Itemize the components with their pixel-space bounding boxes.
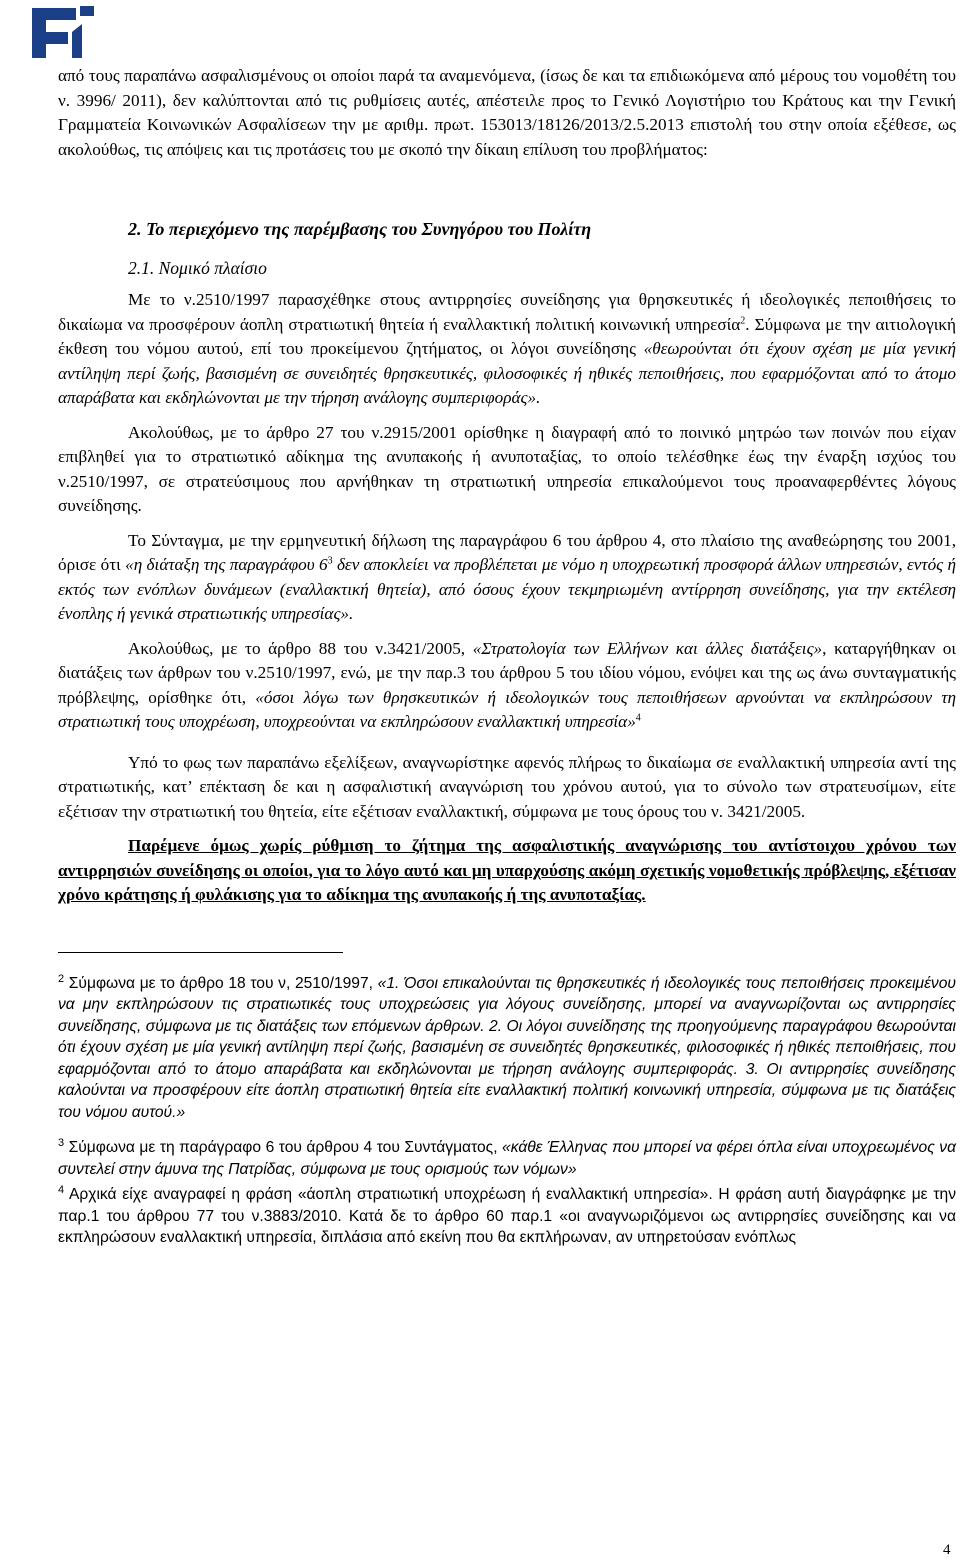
intro-paragraph: από τους παραπάνω ασφαλισμένους οι οποίοι παρά τα αναμενόμενα, (ίσως δε και τα επιδιωκόμενα από μέρους του νομοθέτη του ν. 3996/ 2011), δεν καλύπτονται από τις ρυθμίσεις αυτές, απέστειλε προς το Γενικό Λογιστήριο του Κράτους και την Γενική Γραμματεία Κοινωνικών Ασφαλίσεων την με αριθμ. πρωτ. 153013/18126/2013/2.5.2013 επιστολή του στην οποία εξέθεσε, ως ακολούθως, τις απόψεις και τις προτάσεις του με σκοπό την δίκαιη επίλυση του προβλήματος: xyxy=(58,66,956,159)
footnote-2: $^2$ Σύμφωνα με το άρθρο 18 του ν, 2510/1997, «1. Όσοι επικαλούνται τις θρησκευτικές ή ιδεολογικές τους πεποιθήσεις προκειμένου να μην εκπληρώσουν τις στρατιωτικές τους υποχρεώσεις για λόγους συνείδησης, μπορεί να αναγνωρίζονται ως αντιρρησίες συνείδησης, σύμφωνα με τις διατάξεις των επόμενων άρθρων. 2. Οι λόγοι συνείδησης της προηγούμενης παραγράφου θεωρούνται ότι έχουν σχέση με μία γενική αντίληψη περί ζωής, βασισμένη σε συνειδητές θρησκευτικές, φιλοσοφικές ή ηθικές πεποιθήσεις, που εφαρμόζονται από το άτομο απαράβατα και εκδηλώνονται με τήρηση ανάλογης συμπεριφοράς. 3. Οι αντιρρησίες συνείδησης καλούνται να προσφέρουν είτε άοπλη στρατιωτική θητεία είτε εναλλακτική πολιτική κοινωνική υπηρεσία, σύμφωνα με τις διατάξεις του νόμου αυτού.» xyxy=(58,972,956,1121)
footnote-ref[interactable]: 4 xyxy=(635,712,641,724)
subsection-heading: 2.1. Νομικό πλαίσιο xyxy=(128,258,267,278)
footnote-4: $^4$ Αρχικά είχε αναγραφεί η φράση «άοπλη στρατιωτική υποχρέωση ή εναλλακτική υπηρεσία». Η φράση αυτή διαγράφηκε με την παρ.1 του άρθρου 77 του ν.3883/2010. Κατά δε το άρθρο 60 παρ.1 «οι αναγνωριζόμενοι ως αντιρρησίες συνείδησης και να εκπληρώσουν εναλλακτική υπηρεσία, διπλάσια από εκείνη που θα εκπλήρωναν, αν υπηρετούσαν ενόπλως xyxy=(58,1183,956,1246)
paragraph-law-2915: Ακολούθως, με το άρθρο 27 του ν.2915/2001 ορίσθηκε η διαγραφή από το ποινικό μητρώο των ποινών που είχαν επιβληθεί για το στρατιωτικό αδίκημα της ανυπακοής ή ανυποταξίας, το οποίο τελέσθηκε έως την έναρξη ισχύος του ν.2510/1997, σε στρατεύσιμους που αρνήθηκαν τη στρατιωτική υπηρεσία επικαλούμενοι τους προαναφερθέντες λόγους συνείδησης. xyxy=(58,422,956,515)
paragraph-law-3421: Ακολούθως, με το άρθρο 88 του ν.3421/2005, «Στρατολογία των Ελλήνων και άλλες διατάξεις», καταργήθηκαν οι διατάξεις των άρθρων του ν.2510/1997, ενώ, με την παρ.3 του άρθρου 5 του ιδίου νόμου, ενόψει και της ως άνω συνταγματικής πρόβλεψης, ορίσθηκε ότι, «όσοι λόγω των θρησκευτικών ή ιδεολογικών τους πεποιθήσεων αρνούνται να εκπληρώσουν τη στρατιωτική τους υποχρέωση, υποχρεούνται να εκπληρώσουν εναλλακτική υπηρεσία»$^4$ xyxy=(58,638,956,731)
paragraph-recognition: Υπό το φως των παραπάνω εξελίξεων, αναγνωρίστηκε αφενός πλήρως το δικαίωμα σε εναλλακτική υπηρεσία αντί της στρατιωτικής, κατ’ επέκταση δε και η ασφαλιστική αναγνώριση του χρόνου αυτού, για το σύνολο των στρατευσίμων, είτε εξέτισαν την στρατιωτική του θητεία, είτε εξέτισαν εναλλακτική, σύμφωνα με τους όρους του ν. 3421/2005. xyxy=(58,752,956,821)
footnote-divider xyxy=(58,952,343,953)
paragraph-emphasis: Παρέμενε όμως χωρίς ρύθμιση το ζήτημα της ασφαλιστικής αναγνώρισης του αντίστοιχου χρόνου των αντιρρησιών συνείδησης οι οποίοι, για το λόγο αυτό και μη υπαρχούσης ακόμη σχετικής νομοθετικής πρόβλεψης, εξέτισαν χρόνο κράτησης ή φυλάκισης για το αδίκημα της ανυπακοής ή της ανυποταξίας. xyxy=(58,836,956,904)
footnote-ref[interactable]: 3 xyxy=(327,555,333,567)
section-heading: 2. Το περιεχόμενο της παρέμβασης του Συνηγόρου του Πολίτη xyxy=(128,219,592,239)
footnote-ref[interactable]: 2 xyxy=(740,314,746,326)
paragraph-legal-framework: Με το ν.2510/1997 παρασχέθηκε στους αντιρρησίες συνείδησης για θρησκευτικές ή ιδεολογικές πεποιθήσεις το δικαίωμα να προσφέρουν άοπλη στρατιωτική θητεία ή εναλλακτική πολιτική κοινωνική υπηρεσία$^2$. Σύμφωνα με την αιτιολογική έκθεση του νόμου αυτού, επί του προκείμενου ζητήματος, οι λόγοι συνείδησης «θεωρούνται ότι έχουν σχέση με μία γενική αντίληψη περί ζωής, βασισμένη σε συνειδητές θρησκευτικές, φιλοσοφικές ή ηθικές πεποιθήσεις, που εφαρμόζονται από το άτομο απαράβατα και εκδηλώνονται με την τήρηση ανάλογης συμπεριφοράς». xyxy=(58,290,956,407)
page-number: 4 xyxy=(943,1542,951,1558)
footnote-3: $^3$ Σύμφωνα με τη παράγραφο 6 του άρθρου 4 του Συντάγματος, «κάθε Έλληνας που μπορεί να φέρει όπλα είναι υποχρεωμένος να συντελεί στην άμυνα της Πατρίδας, σύμφωνα με τους ορισμούς των νόμων» xyxy=(58,1136,956,1178)
document-body xyxy=(58,64,956,1249)
paragraph-constitution: Το Σύνταγμα, με την ερμηνευτική δήλωση της παραγράφου 6 του άρθρου 4, στο πλαίσιο της αναθεώρησης του 2001, όρισε ότι «η διάταξη της παραγράφου $6^3$ δεν αποκλείει να προβλέπεται με νόμο η υποχρεωτική προσφορά άλλων υπηρεσιών, εντός ή εκτός των ενόπλων δυνάμεων (εναλλακτική θητεία), από όσους έχουν τεκμηριωμένη αντίρρηση συνείδησης, για την εκτέλεση ένοπλης ή γενικά στρατιωτικής υπηρεσίας». xyxy=(58,530,957,623)
logo-icon xyxy=(28,2,98,60)
